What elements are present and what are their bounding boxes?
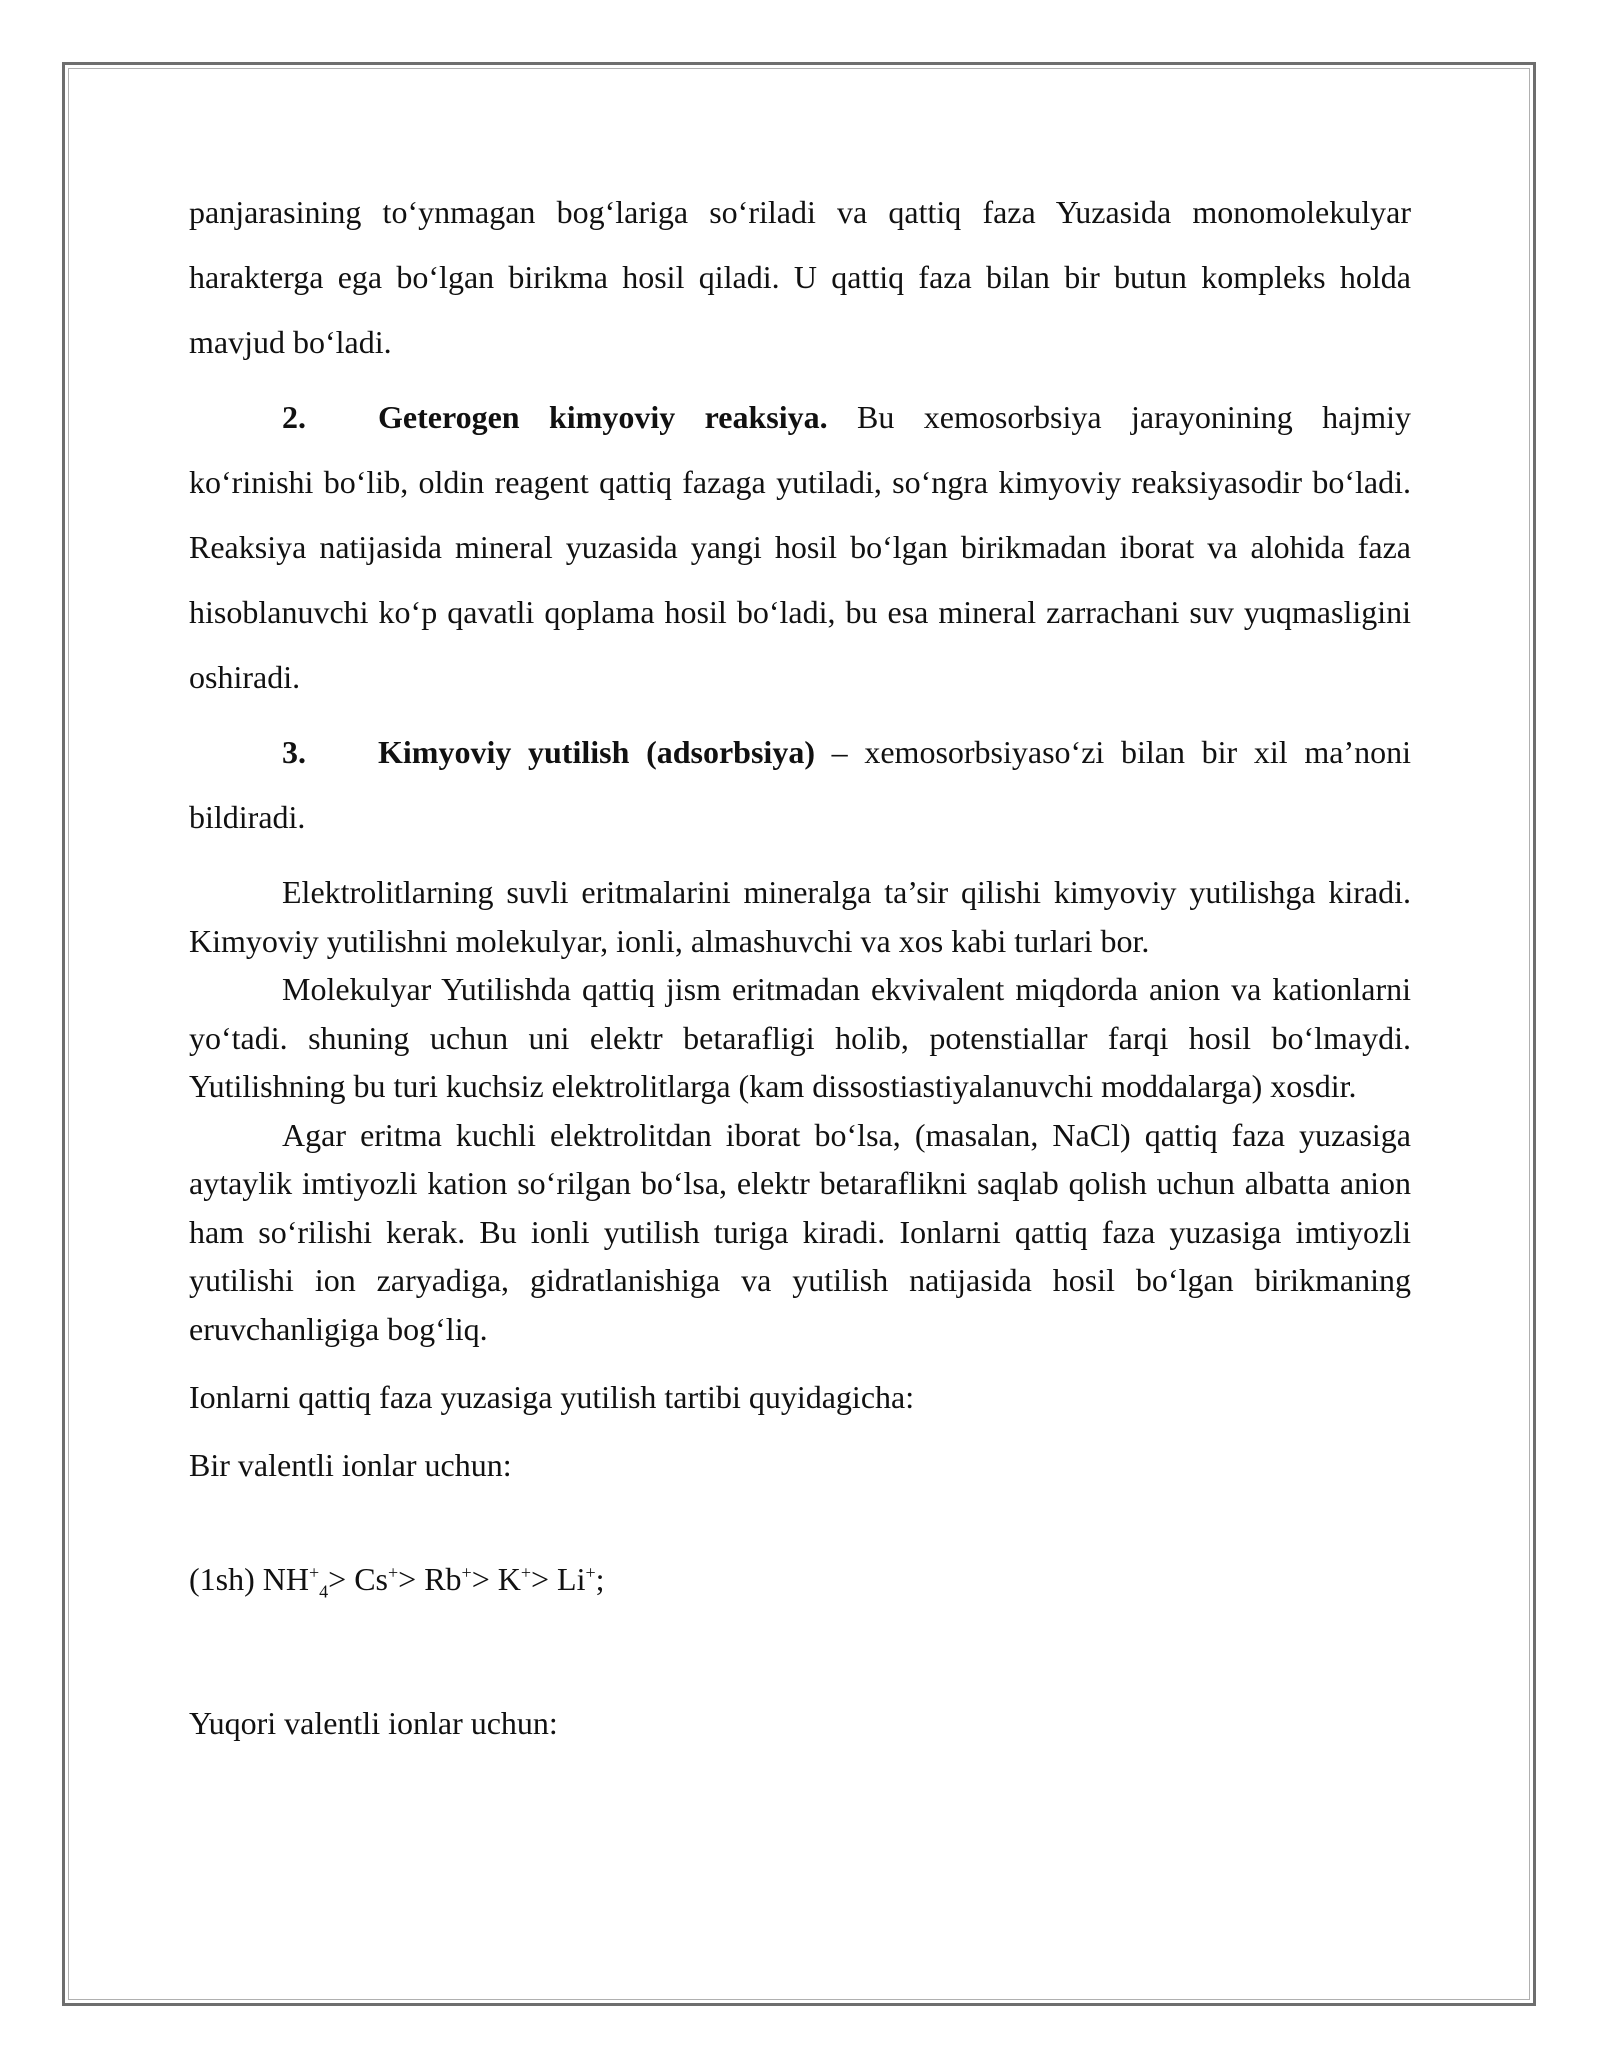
list-number-2: 2. <box>282 399 306 435</box>
paragraph-4: Elektrolitlarning suvli eritmalarini mineralga ta’sir qilishi kimyoviy yutilishga kiradi. Kimyoviy yutilishni molekulyar, ionli, almashuvchi va xos kabi turlari bor. <box>189 874 1411 959</box>
k-charge: + <box>520 1562 531 1583</box>
section-ions <box>189 1373 1411 1747</box>
paragraph-1: panjarasining to‘ynmagan bog‘lariga so‘riladi va qattiq faza Yuzasida monomolekulyar harakterga ega bo‘lgan birikma hosil qiladi. U qattiq faza bilan bir butun kompleks holda mavjud bo‘ladi. <box>189 194 1411 360</box>
list-text-3: – xemosorbsiyaso‘zi bilan bir xil ma’noni bildiradi. <box>189 734 1412 835</box>
formula-k: > K <box>471 1561 521 1597</box>
list-text-2: Bu xemosorbsiya jarayonining hajmiy ko‘rinishi bo‘lib, oldin reagent qattiq fazaga yutiladi, so‘ngra kimyoviy reaksiyasodir bo‘ladi. Reaksiya natijasida mineral yuzasida yangi hosil bo‘lgan birikmadan iborat va alohida faza hisoblanuvchi ko‘p qavatli qoplama hosil bo‘ladi, bu esa mineral zarrachani suv yuqmasligini oshiradi. <box>189 399 1412 695</box>
list-item-2 <box>189 385 1411 710</box>
formula-prefix: (1sh) NH <box>189 1561 309 1597</box>
paragraph-5: Molekulyar Yutilishda qattiq jism eritmadan ekvivalent miqdorda anion va kationlarni yo‘tadi. shuning uchun uni elektr betarafligi holib, potenstiallar farqi hosil bo‘lmaydi. Yutilishning bu turi kuchsiz elektrolitlarga (kam dissostiastiyalanuvchi moddalarga) xosdir. <box>189 971 1411 1104</box>
paragraph-6: Agar eritma kuchli elektrolitdan iborat bo‘lsa, (masalan, NaCl) qattiq faza yuzasiga aytaylik imtiyozli kation so‘rilgan bo‘lsa, elektr betaraflikni saqlab qolish uchun albatta anion ham so‘rilishi kerak. Bu ionli yutilish turiga kiradi. Ionlarni qattiq faza yuzasiga imtiyozli yutilishi ion zaryadiga, gidratlanishiga va yutilish natijasida hosil bo‘lgan birikmaning eruvchanligiga bog‘liq. <box>189 1116 1411 1347</box>
nh4-subscript: 4 <box>319 1581 329 1602</box>
paragraph-10: Yuqori valentli ionlar uchun: <box>189 1705 558 1741</box>
formula-rb: > Rb <box>398 1561 462 1597</box>
section-tight <box>189 868 1411 1353</box>
rb-charge: + <box>461 1562 472 1583</box>
paragraph-7: Ionlarni qattiq faza yuzasiga yutilish tartibi quyidagicha: <box>189 1379 915 1415</box>
section-wide <box>189 180 1411 850</box>
formula-line <box>189 1555 1411 1603</box>
formula-li: > Li <box>531 1561 586 1597</box>
cs-charge: + <box>387 1562 399 1583</box>
list-title-3: Kimyoviy yutilish (adsorbsiya) <box>378 734 815 770</box>
formula-cs: > Cs <box>328 1561 388 1597</box>
nh4-charge: + <box>308 1562 320 1583</box>
list-title-2: Geterogen kimyoviy reaksiya. <box>378 399 828 435</box>
paragraph-8: Bir valentli ionlar uchun: <box>189 1447 512 1483</box>
document-body <box>189 180 1411 1747</box>
list-number-3: 3. <box>282 734 306 770</box>
formula-end: ; <box>595 1561 605 1597</box>
list-item-3 <box>189 720 1411 850</box>
li-charge: + <box>585 1562 596 1583</box>
